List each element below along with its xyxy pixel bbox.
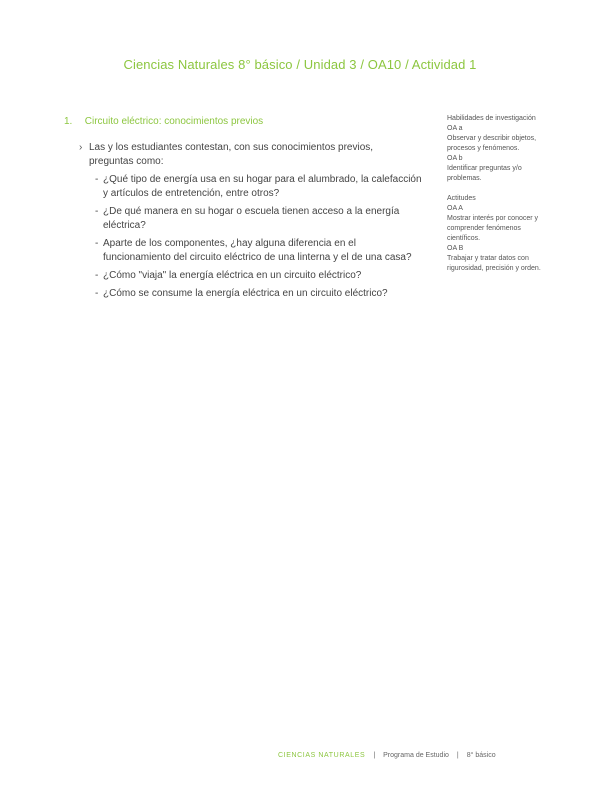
question-text: ¿Qué tipo de energía usa en su hogar para el alumbrado, la calefacción y artículos de entretención, entre otros? (103, 174, 422, 199)
footer-separator: | (456, 752, 459, 759)
habilidades-title: Habilidades de investigación (447, 115, 536, 122)
intro-text: Las y los estudiantes contestan, con sus conocimientos previos, preguntas como: (89, 142, 374, 167)
chevron-right-icon: › (79, 142, 83, 153)
objective-code: OA b (447, 155, 463, 162)
objective-code: OA A (447, 205, 463, 212)
dash-icon: - (95, 288, 99, 299)
question-item (95, 173, 425, 201)
dash-icon: - (95, 206, 99, 217)
objective-code: OA a (447, 125, 463, 132)
actitudes-group (447, 194, 547, 274)
footer-subject: CIENCIAS NATURALES (278, 752, 366, 759)
actitudes-title: Actitudes (447, 195, 476, 202)
objective-text: Observar y describir objetos, procesos y fenómenos. (447, 135, 537, 152)
dash-icon: - (95, 174, 99, 185)
section-number: 1. (64, 116, 73, 127)
objective-text: Identificar preguntas y/o problemas. (447, 165, 522, 182)
objective-code: OA B (447, 245, 464, 252)
question-text: Aparte de los componentes, ¿hay alguna diferencia en el funcionamiento del circuito eléctrico de una linterna y el de una casa? (103, 238, 412, 263)
question-text: ¿Cómo "viaja" la energía eléctrica en un circuito eléctrico? (103, 270, 362, 281)
dash-icon: - (95, 270, 99, 281)
page-title: Ciencias Naturales 8° básico / Unidad 3 / OA10 / Actividad 1 (123, 57, 477, 72)
page-footer (278, 752, 496, 759)
objective-text: Mostrar interés por conocer y comprender fenómenos científicos. (447, 215, 539, 242)
intro-paragraph (79, 141, 399, 169)
question-item (95, 237, 425, 265)
question-item (95, 287, 425, 301)
footer-program: Programa de Estudio (383, 752, 449, 759)
question-text: ¿Cómo se consume la energía eléctrica en un circuito eléctrico? (103, 288, 388, 299)
question-item (95, 205, 425, 233)
sidebar-objectives (447, 114, 547, 284)
section-title: Circuito eléctrico: conocimientos previos (84, 116, 264, 127)
question-text: ¿De qué manera en su hogar o escuela tienen acceso a la energía eléctrica? (103, 206, 400, 231)
footer-separator: | (373, 752, 376, 759)
question-list (95, 173, 425, 305)
dash-icon: - (95, 238, 99, 249)
section-heading (64, 116, 263, 127)
objective-text: Trabajar y tratar datos con rigurosidad, precisión y orden. (447, 255, 541, 272)
footer-grade: 8° básico (466, 752, 496, 759)
question-item (95, 269, 425, 283)
habilidades-group (447, 114, 547, 184)
